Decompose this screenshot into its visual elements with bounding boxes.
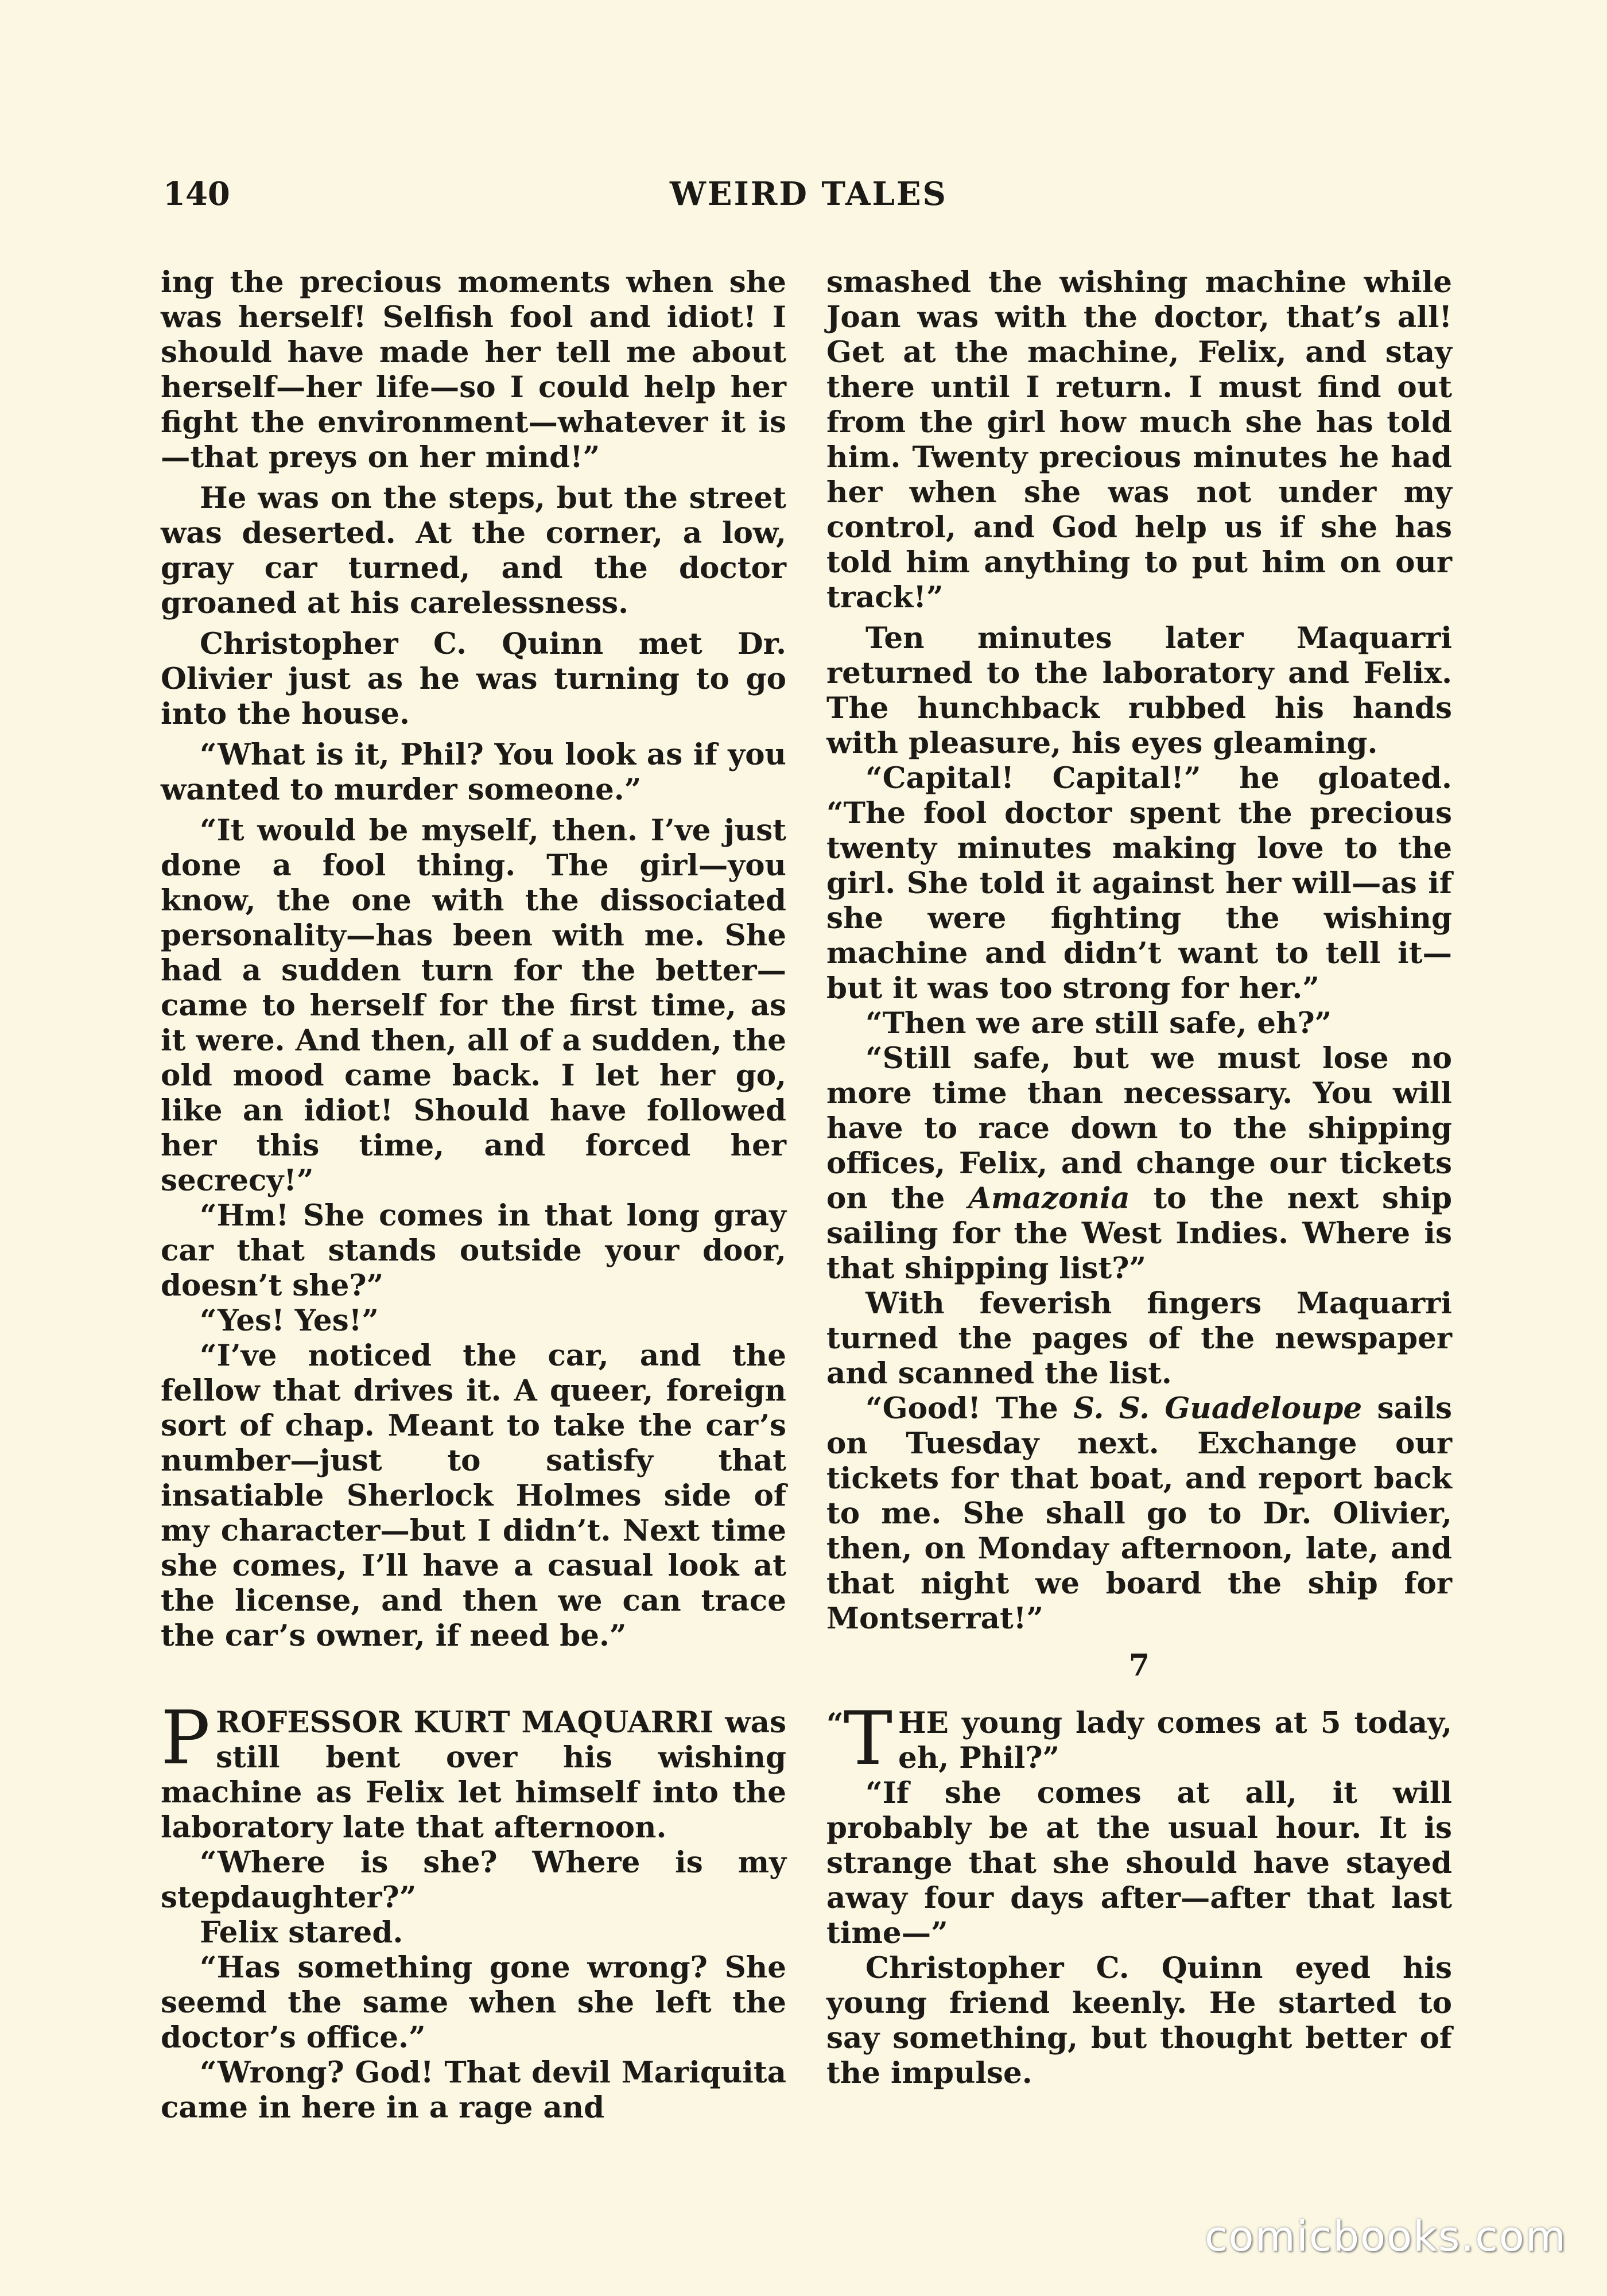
opening-text: was still bent over his wishing machine as Felix let himself into the laboratory late that afternoon.: [161, 1705, 786, 1845]
section-number: 7: [1128, 1648, 1150, 1683]
page-number: 140: [163, 175, 230, 213]
text-run: to the next ship sailing for the West Indies. Where is that shipping list?”: [826, 1181, 1452, 1286]
paragraph: “I’ve noticed the car, and the fellow that drives it. A queer, foreign sort of chap. Meant to take the car’s number—just to satisfy that insatiable Sherlock Holmes side of my character—but I didn’t. Next time she comes, I’ll have a casual look at the license, and then we can trace the car’s owner, if need be.”: [161, 1339, 786, 1653]
drop-cap: P: [161, 1696, 211, 1781]
paragraph: “Yes! Yes!”: [200, 1304, 379, 1338]
right-column: [826, 265, 1452, 2091]
paragraph: He was on the steps, but the street was deserted. At the corner, a low, gray car turned, and the doctor groaned at his carelessness.: [161, 481, 786, 620]
paragraph: Felix stared.: [200, 1915, 403, 1950]
running-title: WEIRD TALES: [670, 175, 948, 213]
paragraph: “What is it, Phil? You look as if you wanted to murder someone.”: [161, 738, 786, 807]
opening-caps: ROFESSOR KURT MAQUARRI: [216, 1705, 714, 1740]
paragraph: Christopher C. Quinn eyed his young friend keenly. He started to say something, but thought better of the impulse.: [826, 1951, 1452, 2091]
watermark: comicbooks.com: [1204, 2212, 1567, 2260]
opening-caps: HE: [898, 1706, 949, 1740]
paragraph: “If she comes at all, it will probably be at the usual hour. It is strange that she should have stayed away four days after—after that last time—”: [826, 1776, 1452, 1950]
paragraph: smashed the wishing machine while Joan was with the doctor, that’s all! Get at the machine, Felix, and stay there until I return. I must find out from the girl how much she has told him. Twenty precious minutes he had her when she was not under my control, and God help us if she has told him anything to put him on our track!”: [826, 265, 1452, 615]
paragraph: “Has something gone wrong? She seemd the same when she left the doctor’s office.”: [161, 1950, 786, 2055]
section-opening-paragraph: [161, 1696, 786, 1845]
paragraph: “Then we are still safe, eh?”: [865, 1006, 1332, 1041]
paragraph: “It would be myself, then. I’ve just done a fool thing. The girl—you know, the one with the dissociated personality—has been with me. She had a sudden turn for the better—came to herself for the first time, as it were. And then, all of a sudden, the old mood came back. I let her go, like an idiot! Should have followed her this time, and forced her secrecy!”: [161, 813, 786, 1198]
paragraph: “Hm! She comes in that long gray car that stands outside your door, doesn’t she?”: [161, 1199, 786, 1303]
text-run: “Still safe, but we must lose no more time than necessary. You will have to race down to the shipping offices, Felix, and change our tickets on the: [826, 1041, 1452, 1216]
paragraph: “Capital! Capital!” he gloated. “The fool doctor spent the precious twenty minutes making love to the girl. She told it against her will—as if she were fighting the wishing machine and didn’t want to tell it—but it was too strong for her.”: [826, 761, 1452, 1006]
ship-name: S. S. Guadeloupe: [1073, 1391, 1363, 1426]
text-run: sails on Tuesday next. Exchange our tickets for that boat, and report back to me. She shall go to Dr. Olivier, then, on Monday afternoon, late, and that night we board the ship for Montserrat!”: [826, 1391, 1452, 1636]
paragraph: [826, 1391, 1452, 1636]
page-header: [163, 175, 1454, 221]
drop-cap: T: [843, 1696, 892, 1782]
paragraph: “Wrong? God! That devil Mariquita came in here in a rage and: [161, 2055, 786, 2125]
paragraph: ing the precious moments when she was herself! Selfish fool and idiot! I should have made her tell me about herself—her life—so I could help her fight the environment—whatever it is —that preys on her mind!”: [161, 265, 786, 475]
opening-text: young lady comes at 5 today, eh, Phil?”: [898, 1706, 1452, 1775]
opening-quote: “: [826, 1707, 844, 1742]
paragraph: “Where is she? Where is my stepdaughter?”: [161, 1845, 786, 1915]
paragraph: Ten minutes later Maquarri returned to the laboratory and Felix. The hunchback rubbed his hands with pleasure, his eyes gleaming.: [826, 621, 1452, 761]
text-run: “Good! The: [865, 1391, 1074, 1426]
left-column: [161, 265, 786, 2126]
paragraph: With feverish fingers Maquarri turned the pages of the newspaper and scanned the list.: [826, 1286, 1452, 1391]
section-opening-paragraph: [826, 1696, 1452, 1782]
paragraph: [826, 1041, 1452, 1286]
paragraph: Christopher C. Quinn met Dr. Olivier just as he was turning to go into the house.: [161, 627, 786, 731]
ship-name: Amazonia: [968, 1181, 1130, 1216]
section-break: [161, 1654, 786, 1705]
